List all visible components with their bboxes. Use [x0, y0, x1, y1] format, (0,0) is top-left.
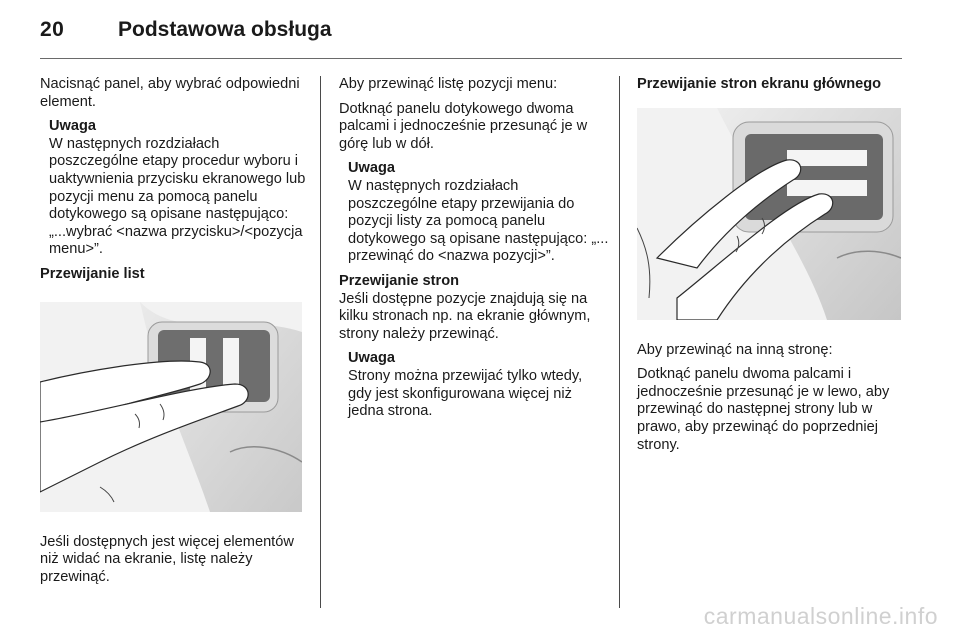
- note-box: [49, 118, 306, 259]
- note-text: Strony można przewijać tylko wtedy, gdy jest skonfigurowana więcej niż jedna strona.: [348, 367, 583, 420]
- paragraph: Dotknąć panelu dwoma palcami i jednocześnie przesunąć je w lewo, aby przewinąć do następnej strony lub w prawo, aby przewinąć do poprzedniej strony.: [637, 366, 890, 453]
- scroll-lists-paragraph: Jeśli dostępnych jest więcej elementów niż widać na ekranie, listę należy przewinąć.: [40, 533, 294, 585]
- paragraph: Aby przewinąć na inną stronę:: [637, 341, 833, 358]
- note-box: [348, 160, 609, 266]
- page-title: Podstawowa obsługa: [118, 18, 332, 41]
- note-text: W następnych rozdziałach poszczególne etapy przewijania do pozycji listy za pomocą panelu dotykowego są opisane następująco: „... przewinąć do <nazwa pozycji>”.: [348, 177, 609, 265]
- page-number: 20: [40, 18, 65, 41]
- note-box: [348, 350, 609, 420]
- note-title: Uwaga: [348, 160, 396, 177]
- column-divider: [619, 76, 620, 608]
- note-title: Uwaga: [348, 350, 396, 367]
- column-2: [339, 76, 609, 428]
- column-1: [40, 76, 306, 593]
- column-divider: [320, 76, 321, 608]
- touchpad-vertical-scroll-illustration: [40, 302, 302, 512]
- watermark: carmanualsonline.info: [703, 603, 938, 629]
- note-title: Uwaga: [49, 118, 97, 135]
- subheading-scroll-pages: Przewijanie stron: [339, 272, 460, 289]
- touchpad-horizontal-scroll-illustration: [637, 108, 901, 320]
- column-3: [637, 76, 905, 461]
- paragraph: Dotknąć panelu dotykowego dwoma palcami i jednocześnie przesunąć je w górę lub w dół.: [339, 100, 588, 152]
- header-divider: [40, 58, 902, 59]
- paragraph: Jeśli dostępne pozycje znajdują się na kilku stronach np. na ekranie głównym, strony należy przewinąć.: [339, 290, 591, 342]
- subheading-home-pages: Przewijanie stron ekranu głównego: [637, 76, 882, 92]
- paragraph: Aby przewinąć listę pozycji menu:: [339, 76, 558, 92]
- note-text: W następnych rozdziałach poszczególne etapy procedur wyboru i uaktywnienia przycisku ekranowego lub pozycji menu za pomocą panelu dotykowego są opisane następująco: „...wybrać <nazwa przycisku>/<pozycja menu>”.: [49, 135, 306, 258]
- subheading-scroll-lists: Przewijanie list: [40, 265, 145, 282]
- intro-paragraph: Nacisnąć panel, aby wybrać odpowiedni element.: [40, 76, 300, 110]
